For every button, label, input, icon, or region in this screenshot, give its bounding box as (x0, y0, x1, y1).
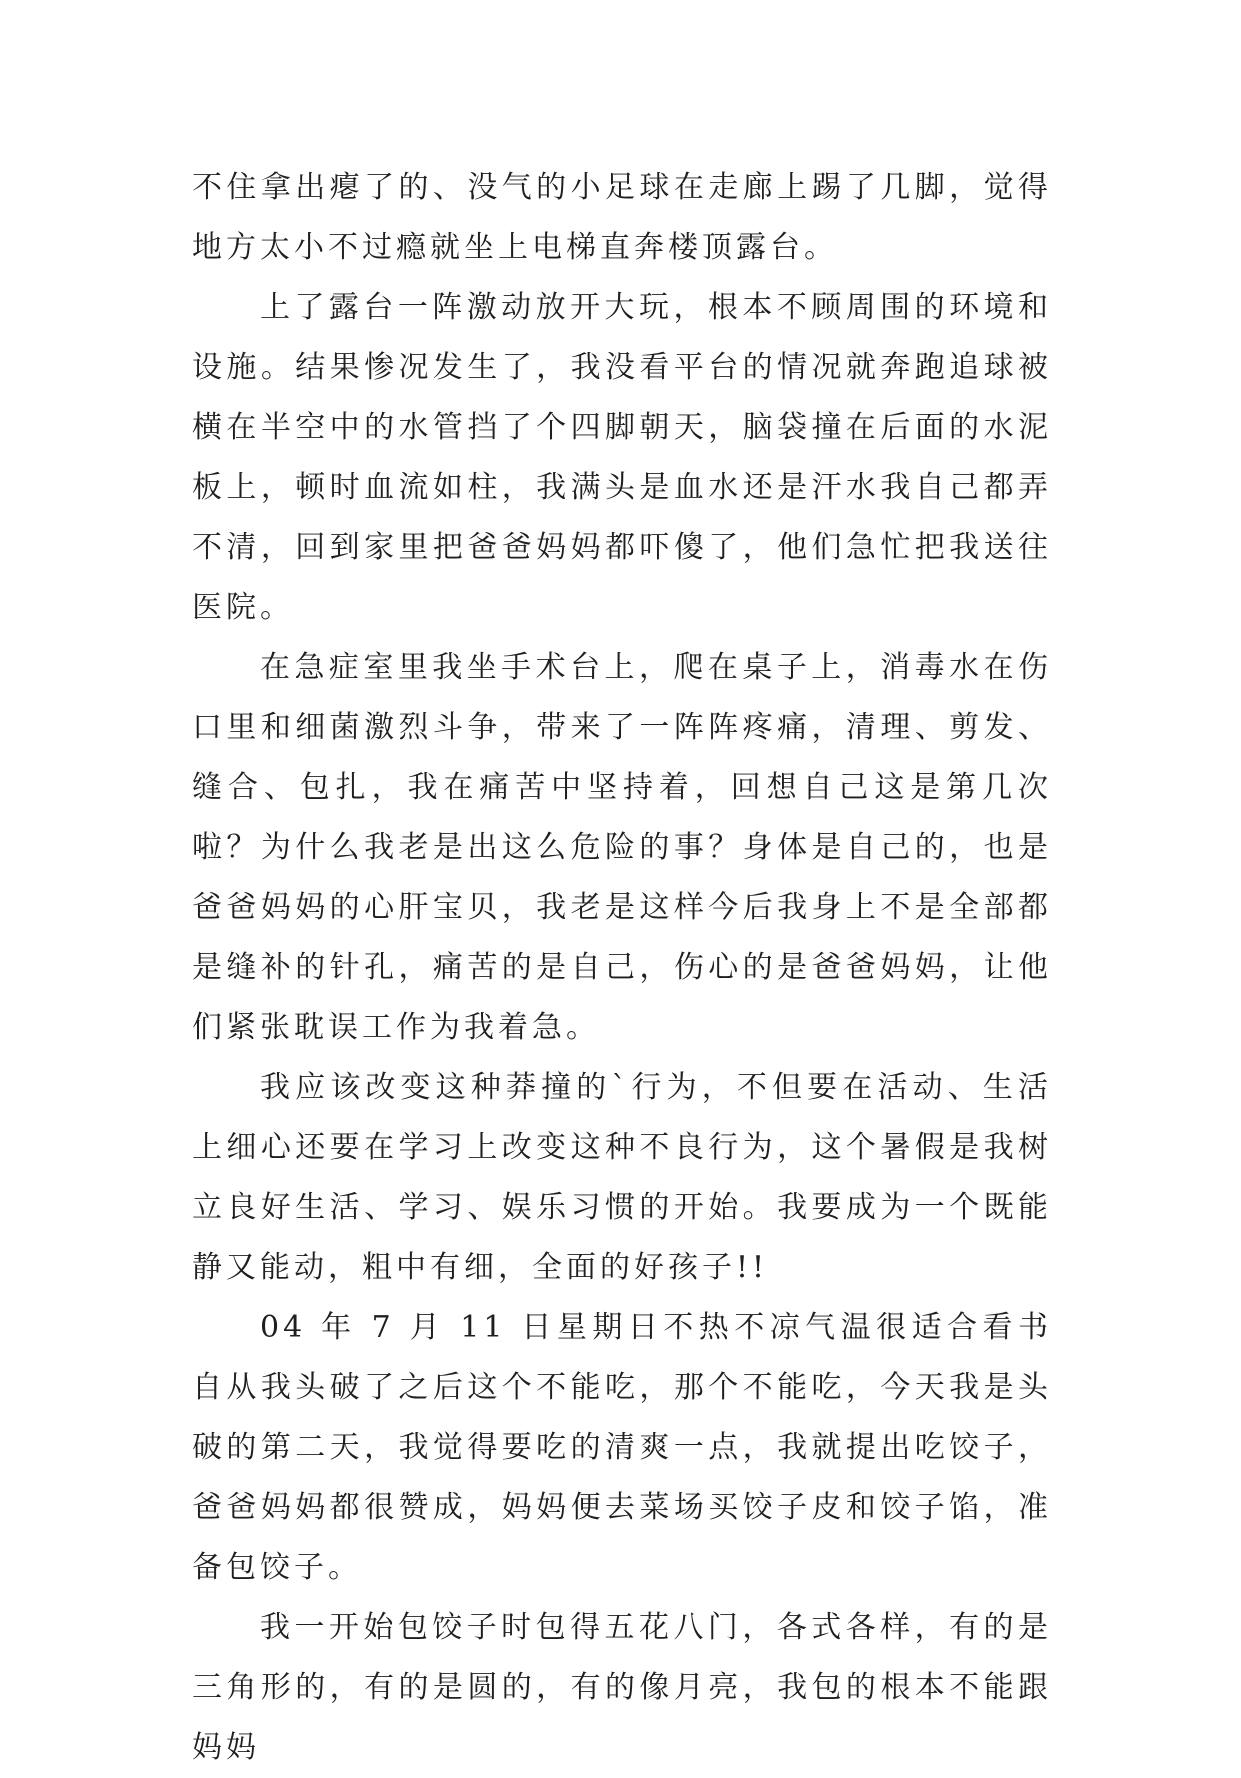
paragraph-1: 不住拿出瘪了的、没气的小足球在走廊上踢了几脚，觉得地方太小不过瘾就坐上电梯直奔楼顶露台。 (192, 170, 1052, 265)
paragraph-6: 我一开始包饺子时包得五花八门，各式各样，有的是三角形的，有的是圆的，有的像月亮，我包的根本不能跟妈妈 (192, 1610, 1052, 1765)
paragraph-5: 04 年 7 月 11 日星期日不热不凉气温很适合看书自从我头破了之后这个不能吃，那个不能吃，今天我是头破的第二天，我觉得要吃的清爽一点，我就提出吃饺子，爸爸妈妈都很赞成，妈妈便去菜场买饺子皮和饺子馅，准备包饺子。 (192, 1310, 1052, 1585)
paragraph-2: 上了露台一阵激动放开大玩，根本不顾周围的环境和设施。结果惨况发生了，我没看平台的情况就奔跑追球被横在半空中的水管挡了个四脚朝天，脑袋撞在后面的水泥板上，顿时血流如柱，我满头是血水还是汗水我自己都弄不清，回到家里把爸爸妈妈都吓傻了，他们急忙把我送往医院。 (192, 290, 1052, 625)
paragraph-4: 我应该改变这种莽撞的`行为，不但要在活动、生活上细心还要在学习上改变这种不良行为，这个暑假是我树立良好生活、学习、娱乐习惯的开始。我要成为一个既能静又能动，粗中有细，全面的好孩子!! (192, 1070, 1052, 1285)
document-body (192, 158, 1052, 1778)
paragraph-3: 在急症室里我坐手术台上，爬在桌子上，消毒水在伤口里和细菌激烈斗争，带来了一阵阵疼痛，清理、剪发、缝合、包扎，我在痛苦中坚持着，回想自己这是第几次啦？为什么我老是出这么危险的事？身体是自己的，也是爸爸妈妈的心肝宝贝，我老是这样今后我身上不是全部都是缝补的针孔，痛苦的是自己，伤心的是爸爸妈妈，让他们紧张耽误工作为我着急。 (192, 650, 1052, 1045)
